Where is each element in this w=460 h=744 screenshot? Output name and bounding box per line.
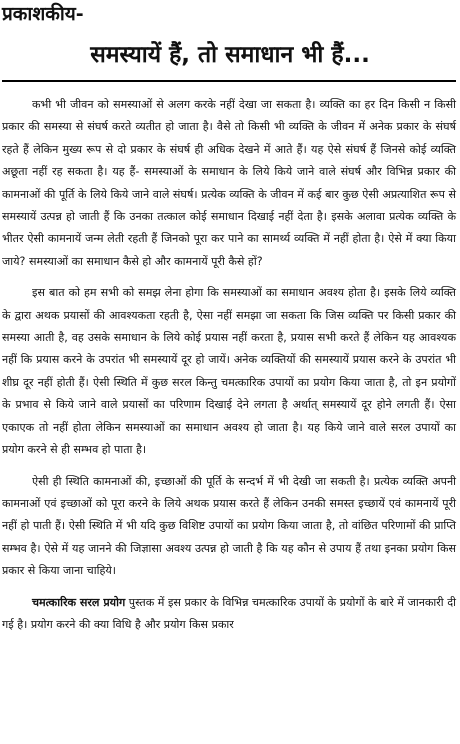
section-label: प्रकाशकीय- <box>2 3 84 25</box>
paragraph <box>2 282 456 461</box>
title-divider <box>2 80 456 82</box>
paragraph-text: पुस्तक में इस प्रकार के विभिन्न चमत्कारिक उपायों के प्रयोगों के बारे में जानकारी दी गई है। प्रयोग करने की क्या विधि है और प्रयोग किस प्रकार <box>2 595 456 631</box>
paragraph-text: ऐसी ही स्थिति कामनाओं की, इच्छाओं की पूर्ति के सन्दर्भ में भी देखी जा सकती है। प्रत्येक व्यक्ति अपनी कामनाओं एवं इच्छाओं को पूरा करने के लिये अथक प्रयास करते हैं लेकिन उनकी समस्त इच्छायें एवं कामनायें पूरी नहीं हो पाती हैं। ऐसी स्थिति में भी यदि कुछ विशिष्ट उपायों का प्रयोग किया जाता है, तो वांछित परिणामों की प्राप्ति सम्भव है। ऐसे में यह जानने की जिज्ञासा अवश्य उत्पन्न हो जाती है कि यह कौन से उपाय हैं तथा इनका प्रयोग किस प्रकार से किया जाना चाहिये। <box>2 474 456 578</box>
paragraph <box>2 592 456 637</box>
body-text <box>2 94 456 645</box>
paragraph-text: इस बात को हम सभी को समझ लेना होगा कि समस्याओं का समाधान अवश्य होता है। इसके लिये व्यक्ति के द्वारा अथक प्रयासों की आवश्यकता रहती है, ऐसा नहीं समझा जा सकता कि जिस व्यक्ति पर किसी प्रकार की समस्या आती है, वह उसके समाधान के लिये कोई प्रयास नहीं करता है, प्रयास सभी करते हैं लेकिन यह आवश्यक नहीं कि प्रयास करने के उपरांत भी समस्यायें दूर हो जायें। अनेक व्यक्तियों की समस्यायें प्रयास करने के उपरांत भी शीघ्र दूर नहीं होती हैं। ऐसी स्थिति में कुछ सरल किन्तु चमत्कारिक उपायों का प्रयोग किया जाता है, तो इन प्रयोगों के प्रभाव से किये जाने वाले प्रयासों का परिणाम दिखाई देने लगता है अर्थात् समस्यायें दूर होने लगती हैं। ऐसा एकाएक तो नहीं होता लेकिन समस्याओं का समाधान अवश्य हो जाता है। यह किये जाने वाले सरल उपायों का प्रयोग करने से ही सम्भव हो पाता है। <box>2 286 456 457</box>
paragraph-text: कभी भी जीवन को समस्याओं से अलग करके नहीं देखा जा सकता है। व्यक्ति का हर दिन किसी न किसी प्रकार की समस्या से संघर्ष करते व्यतीत हो जाता है। वैसे तो किसी भी व्यक्ति के जीवन में अनेक प्रकार के संघर्ष रहते हैं लेकिन मुख्य रूप से दो प्रकार के संघर्ष ही अधिक देखने में आते हैं। यह ऐसे संघर्ष हैं जिनसे कोई व्यक्ति अछूता नहीं रह सकता है। यह हैं- समस्याओं के समाधान के लिये किये जाने वाले संघर्ष और विभिन्न प्रकार की कामनाओं की पूर्ति के लिये किये जाने वाले संघर्ष। प्रत्येक व्यक्ति के जीवन में कई बार कुछ ऐसी अप्रत्याशित रूप से समस्यायें उत्पन्न हो जाती हैं कि उनका तत्काल कोई समाधान दिखाई नहीं देता है। इसके अलावा प्रत्येक व्यक्ति के भीतर ऐसी कामनायें जन्म लेती रहती हैं जिनको पूरा कर पाने का सामर्थ्य व्यक्ति में नहीं होता है। ऐसे में क्या किया जाये? समस्याओं का समाधान कैसे हो और कामनायें पूरी कैसे हों? <box>2 98 456 268</box>
paragraph <box>2 471 456 583</box>
paragraph-lead: चमत्कारिक सरल प्रयोग <box>32 595 126 609</box>
paragraph <box>2 94 456 273</box>
page-title: समस्यायें हैं, तो समाधान भी हैं... <box>90 42 370 68</box>
